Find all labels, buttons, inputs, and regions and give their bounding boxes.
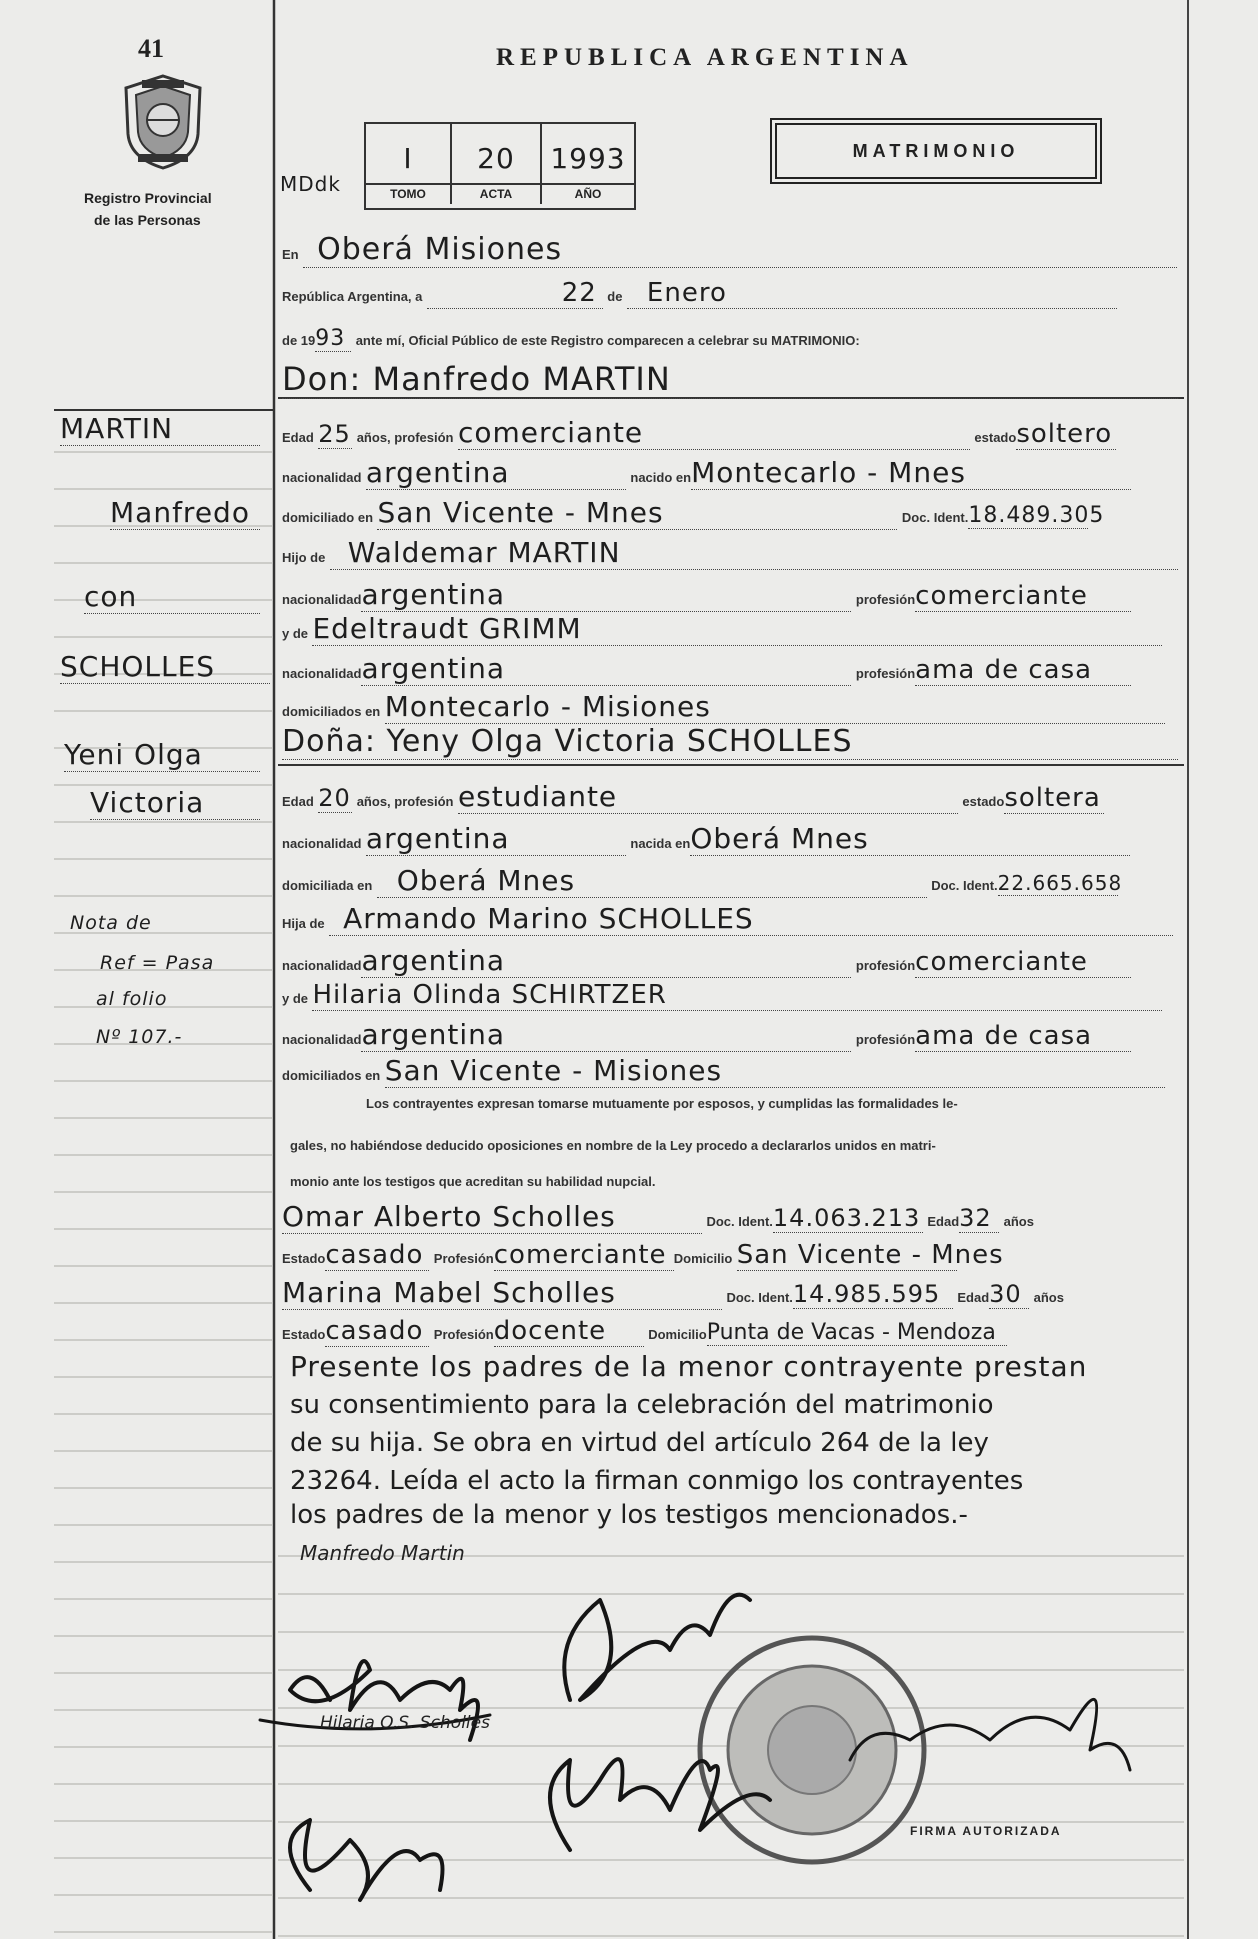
coat-of-arms-seal-icon bbox=[118, 72, 208, 172]
anio-cell bbox=[542, 124, 634, 204]
anio-value: 1993 bbox=[550, 142, 626, 175]
bride-mother-nat-line bbox=[282, 1018, 1131, 1052]
bride-father-nat: argentina bbox=[361, 944, 851, 978]
witness1-detail-line bbox=[282, 1240, 1004, 1271]
groom-mother: Edeltraudt GRIMM bbox=[312, 612, 1162, 646]
witness2-name-line bbox=[282, 1276, 1064, 1310]
document-title: REPUBLICA ARGENTINA bbox=[496, 44, 914, 71]
witness1-estado-label: Estado bbox=[282, 1251, 326, 1266]
mother-caption: Hilaria O.S. Scholles bbox=[320, 1713, 490, 1733]
signer-caption: Manfredo Martin bbox=[300, 1541, 465, 1565]
bride-mother-line bbox=[282, 980, 1162, 1011]
margin-con: con bbox=[84, 580, 260, 614]
groom-mother-label: y de bbox=[282, 626, 309, 641]
note-line4: 23264. Leída el acto la firman conmigo los contrayentes bbox=[290, 1466, 1024, 1496]
bride-name: Doña: Yeny Olga Victoria SCHOLLES bbox=[282, 724, 1178, 760]
note-line5: los padres de la menor y los testigos mencionados.- bbox=[290, 1500, 968, 1530]
witness1-doc-label: Doc. Ident. bbox=[706, 1214, 773, 1229]
declaration-line2: gales, no habiéndose deducido oposiciones en nombre de la Ley procedo a declararlos unidos en matri- bbox=[290, 1138, 936, 1153]
margin-mark: MDdk bbox=[280, 172, 341, 196]
groom-parents-dom-label: domiciliados en bbox=[282, 704, 381, 719]
note-line3: de su hija. Se obra en virtud del artículo 264 de la ley bbox=[290, 1428, 989, 1458]
witness2-name: Marina Mabel Scholles bbox=[282, 1276, 722, 1310]
groom-parents-domicile: Montecarlo - Misiones bbox=[385, 690, 1165, 724]
bride-edad-label: Edad bbox=[282, 794, 314, 809]
registry-name-line1: Registro Provincial bbox=[84, 190, 212, 206]
bride-profession: estudiante bbox=[458, 780, 958, 814]
bride-prof-label: años, profesión bbox=[356, 794, 454, 809]
year-rest: ante mí, Oficial Público de este Registro comparecen a celebrar su MATRIMONIO: bbox=[355, 333, 860, 348]
witness1-doc: 14.063.213 bbox=[773, 1204, 923, 1233]
bride-father-prof: comerciante bbox=[915, 947, 1131, 978]
groom-prof-label: años, profesión bbox=[356, 430, 454, 445]
witness2-profession: docente bbox=[494, 1316, 644, 1347]
note-line1: Presente los padres de la menor contrayente prestan bbox=[290, 1350, 1088, 1383]
groom-name: Don: Manfredo MARTIN bbox=[282, 360, 1178, 399]
bride-domicile: Oberá Mnes bbox=[377, 864, 927, 898]
bride-father-line bbox=[282, 902, 1173, 936]
groom-father-line bbox=[282, 536, 1178, 570]
groom-estado-label: estado bbox=[974, 430, 1017, 445]
bride-mother-nat: argentina bbox=[361, 1018, 851, 1052]
bride-nac-label: nacionalidad bbox=[282, 836, 362, 851]
groom-mother-nat: argentina bbox=[361, 652, 851, 686]
place-value: Oberá Misiones bbox=[303, 232, 1177, 268]
acta-cell bbox=[452, 124, 542, 204]
witness1-profession: comerciante bbox=[494, 1240, 674, 1271]
witness2-doc-label: Doc. Ident. bbox=[726, 1290, 793, 1305]
groom-father-nat: argentina bbox=[361, 578, 851, 612]
bride-mother-prof: ama de casa bbox=[915, 1021, 1131, 1052]
bride-parents-domicile: San Vicente - Misiones bbox=[385, 1054, 1165, 1088]
margin-surname1: MARTIN bbox=[60, 412, 260, 446]
official-stamp bbox=[700, 1638, 924, 1862]
margin-surname2: SCHOLLES bbox=[60, 650, 270, 684]
bride-nationality-line bbox=[282, 822, 1130, 856]
republica-label: República Argentina, a bbox=[282, 289, 423, 304]
margin-given2b: Victoria bbox=[90, 786, 260, 820]
tomo-value: I bbox=[403, 142, 413, 175]
witness2-age: 30 bbox=[989, 1280, 1029, 1309]
bride-nacida-label: nacida en bbox=[630, 836, 691, 851]
bride-father: Armando Marino SCHOLLES bbox=[329, 902, 1173, 936]
groom-doc: 18.489.305 bbox=[968, 503, 1105, 528]
bride-mother-prof-label: profesión bbox=[855, 1032, 916, 1047]
mother-signature bbox=[290, 1820, 443, 1900]
groom-doc-label: Doc. Ident. bbox=[901, 510, 969, 525]
bride-age: 20 bbox=[318, 784, 351, 812]
bride-estado: soltera bbox=[1004, 783, 1104, 814]
bride-father-label: Hija de bbox=[282, 916, 325, 931]
groom-father-prof-label: profesión bbox=[855, 592, 916, 607]
groom-nationality: argentina bbox=[366, 456, 626, 490]
declaration-line1: Los contrayentes expresan tomarse mutuamente por esposos, y cumplidas las formalidades le- bbox=[366, 1096, 958, 1111]
groom-father-prof: comerciante bbox=[915, 581, 1131, 612]
witness1-dom-label: Domicilio bbox=[673, 1251, 733, 1266]
record-number-box bbox=[364, 122, 636, 210]
groom-mother-prof-label: profesión bbox=[855, 666, 916, 681]
margin-note-l4: Nº 107.- bbox=[96, 1026, 183, 1048]
intro-place-line bbox=[282, 232, 1177, 268]
bride-parents-domicile-line bbox=[282, 1054, 1165, 1088]
groom-birthplace: Montecarlo - Mnes bbox=[691, 456, 1131, 490]
margin-note-l1: Nota de bbox=[70, 912, 152, 934]
margin-given1: Manfredo bbox=[110, 496, 260, 530]
margin-note-l2: Ref = Pasa bbox=[100, 952, 215, 974]
intro-date-line bbox=[282, 278, 1117, 309]
groom-father-nat-label: nacionalidad bbox=[282, 592, 362, 607]
bride-doc: 22.665.658 bbox=[997, 871, 1123, 895]
bride-father-nat-label: nacionalidad bbox=[282, 958, 362, 973]
groom-profession: comerciante bbox=[458, 416, 970, 450]
act-type-box bbox=[770, 118, 1102, 184]
declaration-line3: monio ante los testigos que acreditan su habilidad nupcial. bbox=[290, 1174, 656, 1189]
year-suffix: 93 bbox=[315, 326, 351, 352]
witness2-doc: 14.985.595 bbox=[793, 1280, 953, 1309]
bride-dom-label: domiciliada en bbox=[282, 878, 373, 893]
margin-note-l3: al folio bbox=[96, 988, 168, 1010]
witness2-dom-label: Domicilio bbox=[648, 1327, 707, 1342]
bride-mother-label: y de bbox=[282, 991, 309, 1006]
witness2-edad-label: Edad bbox=[957, 1290, 990, 1305]
groom-nationality-line bbox=[282, 456, 1131, 490]
witness2-estado: casado bbox=[325, 1316, 429, 1347]
bride-mother: Hilaria Olinda SCHIRTZER bbox=[312, 980, 1162, 1011]
witness1-anos-label: años bbox=[1003, 1214, 1034, 1229]
witness2-domicile: Punta de Vacas - Mendoza bbox=[707, 1320, 1007, 1346]
bride-father-prof-label: profesión bbox=[855, 958, 916, 973]
tomo-cell bbox=[366, 124, 452, 204]
groom-father-label: Hijo de bbox=[282, 550, 326, 565]
groom-edad-label: Edad bbox=[282, 430, 314, 445]
groom-age: 25 bbox=[318, 420, 351, 448]
bride-father-nat-line bbox=[282, 944, 1131, 978]
groom-nacido-label: nacido en bbox=[630, 470, 692, 485]
act-type: MATRIMONIO bbox=[852, 141, 1020, 161]
signatures-area bbox=[250, 1540, 1188, 1930]
bride-birthplace: Oberá Mnes bbox=[690, 822, 1130, 856]
bride-domicile-line bbox=[282, 864, 1123, 898]
year-prefix: de 19 bbox=[282, 333, 316, 348]
bride-doc-label: Doc. Ident. bbox=[931, 878, 998, 893]
witness2-anos-label: años bbox=[1033, 1290, 1064, 1305]
groom-estado: soltero bbox=[1016, 419, 1116, 450]
groom-age-line bbox=[282, 416, 1116, 450]
margin-given2a: Yeni Olga bbox=[64, 738, 260, 772]
acta-label: ACTA bbox=[452, 183, 540, 201]
groom-dom-label: domiciliado en bbox=[282, 510, 374, 525]
month-value: Enero bbox=[627, 278, 1117, 309]
groom-father-nat-line bbox=[282, 578, 1131, 612]
bride-mother-nat-label: nacionalidad bbox=[282, 1032, 362, 1047]
groom-domicile-line bbox=[282, 496, 1105, 530]
witness1-edad-label: Edad bbox=[927, 1214, 960, 1229]
witness2-prof-label: Profesión bbox=[433, 1327, 494, 1342]
stamp-caption: FIRMA AUTORIZADA bbox=[910, 1824, 1062, 1838]
witness1-prof-label: Profesión bbox=[433, 1251, 494, 1266]
witness1-name-line bbox=[282, 1200, 1034, 1234]
day-value: 22 bbox=[427, 278, 603, 309]
witness1-estado: casado bbox=[325, 1240, 429, 1271]
witness2-detail-line bbox=[282, 1316, 1007, 1347]
groom-parents-domicile-line bbox=[282, 690, 1165, 724]
groom-mother-line bbox=[282, 612, 1162, 646]
groom-mother-nat-line bbox=[282, 652, 1131, 686]
bride-nationality: argentina bbox=[366, 822, 626, 856]
bride-parents-dom-label: domiciliados en bbox=[282, 1068, 381, 1083]
note-line2: su consentimiento para la celebración del matrimonio bbox=[290, 1390, 994, 1420]
groom-mother-prof: ama de casa bbox=[915, 655, 1131, 686]
en-label: En bbox=[282, 247, 299, 262]
witness1-domicile: San Vicente - Mnes bbox=[736, 1240, 1004, 1270]
anio-label: AÑO bbox=[542, 183, 634, 201]
witness1-name: Omar Alberto Scholles bbox=[282, 1200, 702, 1234]
tomo-label: TOMO bbox=[366, 183, 450, 201]
acta-value: 20 bbox=[477, 142, 515, 175]
bride-estado-label: estado bbox=[962, 794, 1005, 809]
groom-domicile: San Vicente - Mnes bbox=[377, 496, 897, 530]
groom-nac-label: nacionalidad bbox=[282, 470, 362, 485]
bride-age-line bbox=[282, 780, 1104, 814]
witness1-age: 32 bbox=[959, 1204, 999, 1233]
groom-father: Waldemar MARTIN bbox=[330, 536, 1178, 570]
witness2-estado-label: Estado bbox=[282, 1327, 326, 1342]
intro-year-line bbox=[282, 326, 860, 352]
page-number: 41 bbox=[138, 34, 164, 63]
de-label: de bbox=[607, 289, 623, 304]
groom-mother-nat-label: nacionalidad bbox=[282, 666, 362, 681]
registry-name-line2: de las Personas bbox=[94, 212, 201, 228]
